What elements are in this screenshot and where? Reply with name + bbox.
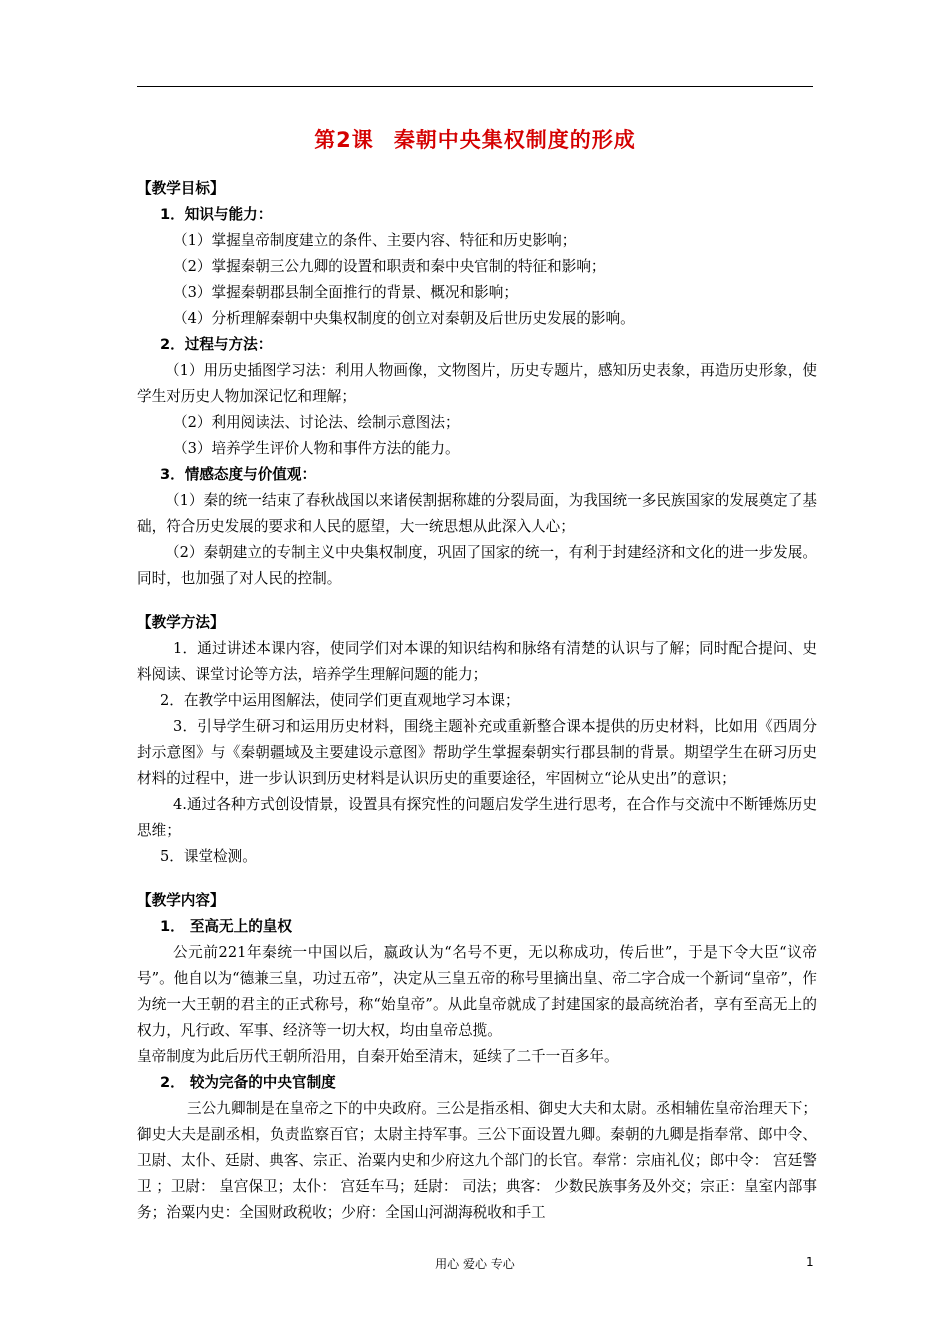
header-rule [137, 86, 813, 87]
section2-paragraph: 三公九卿制是在皇帝之下的中央政府。三公是指丞相、御史大夫和太尉。丞相辅佐皇帝治理天下；御史大夫是副丞相，负责监察百官；太尉主持军事。三公下面设置九卿。秦朝的九卿是指奉常、郎中令、卫尉、太仆、廷尉、典客、宗正、治粟内史和少府这九个部门的长官。奉常：宗庙礼仪；郎中令： 宫廷警卫 ；卫尉： 皇宫保卫；太仆： 宫廷车马；廷尉： 司法；典客： 少数民族事务及外交；宗正：皇室内部事务；治粟内史：全国财政税收；少府：全国山河湖海税收和手工 [137, 1100, 817, 1221]
emotion-heading: 3．情感态度与价值观： [160, 466, 317, 483]
section2-heading: 2． 较为完备的中央官制度 [160, 1074, 336, 1091]
goals-heading: 【教学目标】 [137, 180, 225, 197]
section1-paragraph: 公元前221年秦统一中国以后，嬴政认为“名号不更，无以称成功，传后世”，于是下令大臣“议帝号”。他自以为“德兼三皇，功过五帝”，决定从三皇五帝的称号里摘出皇、帝二字合成一个新词“皇帝”，作为统一大王朝的君主的正式称号，称“始皇帝”。从此皇帝就成了封建国家的最高统治者，享有至高无上的权力，凡行政、军事、经济等一切大权，均由皇帝总揽。 [137, 944, 817, 1039]
emotion-item: （2）秦朝建立的专制主义中央集权制度，巩固了国家的统一，有利于封建经济和文化的进一步发展。同时，也加强了对人民的控制。 [137, 544, 817, 587]
page-number: 1 [806, 1255, 814, 1269]
lesson-name: 秦朝中央集权制度的形成 [393, 128, 636, 152]
knowledge-heading: 1．知识与能力： [160, 206, 273, 223]
method-item: 1．通过讲述本课内容，使同学们对本课的知识结构和脉络有清楚的认识与了解；同时配合提问、史料阅读、课堂讨论等方法，培养学生理解问题的能力； [137, 640, 817, 683]
process-item: （1）用历史插图学习法：利用人物画像，文物图片，历史专题片，感知历史表象，再造历史形象，使学生对历史人物加深记忆和理解； [137, 362, 817, 405]
process-heading: 2．过程与方法： [160, 336, 273, 353]
knowledge-item: （4）分析理解秦朝中央集权制度的创立对秦朝及后世历史发展的影响。 [173, 310, 635, 327]
content-heading: 【教学内容】 [137, 892, 225, 909]
method-item: 3．引导学生研习和运用历史材料，围绕主题补充或重新整合课本提供的历史材料，比如用《西周分封示意图》与《秦朝疆域及主要建设示意图》帮助学生掌握秦朝实行郡县制的背景。期望学生在研习历史材料的过程中，进一步认识到历史材料是认识历史的重要途径，牢固树立“论从史出”的意识； [137, 718, 817, 787]
process-item: （3）培养学生评价人物和事件方法的能力。 [173, 440, 460, 457]
method-item: 2．在教学中运用图解法，使同学们更直观地学习本课； [160, 692, 520, 709]
document-body [137, 176, 817, 1226]
methods-heading: 【教学方法】 [137, 614, 225, 631]
method-item: 4.通过各种方式创设情景，设置具有探究性的问题启发学生进行思考，在合作与交流中不断锤炼历史思维； [137, 796, 817, 839]
knowledge-item: （3）掌握秦朝郡县制全面推行的背景、概况和影响； [173, 284, 518, 301]
lesson-number: 第2课 [314, 128, 374, 152]
section1-heading: 1． 至高无上的皇权 [160, 918, 292, 935]
process-item: （2）利用阅读法、讨论法、绘制示意图法； [173, 414, 460, 431]
page-footer: 用心 爱心 专心 [435, 1257, 515, 1271]
emotion-item: （1）秦的统一结束了春秋战国以来诸侯割据称雄的分裂局面，为我国统一多民族国家的发展奠定了基础，符合历史发展的要求和人民的愿望，大一统思想从此深入人心； [137, 492, 817, 535]
page-title [0, 124, 950, 154]
section1-paragraph: 皇帝制度为此后历代王朝所沿用，自秦开始至清末，延续了二千一百多年。 [137, 1048, 619, 1065]
knowledge-item: （2）掌握秦朝三公九卿的设置和职责和秦中央官制的特征和影响； [173, 258, 606, 275]
knowledge-item: （1）掌握皇帝制度建立的条件、主要内容、特征和历史影响； [173, 232, 577, 249]
method-item: 5．课堂检测。 [160, 848, 257, 865]
